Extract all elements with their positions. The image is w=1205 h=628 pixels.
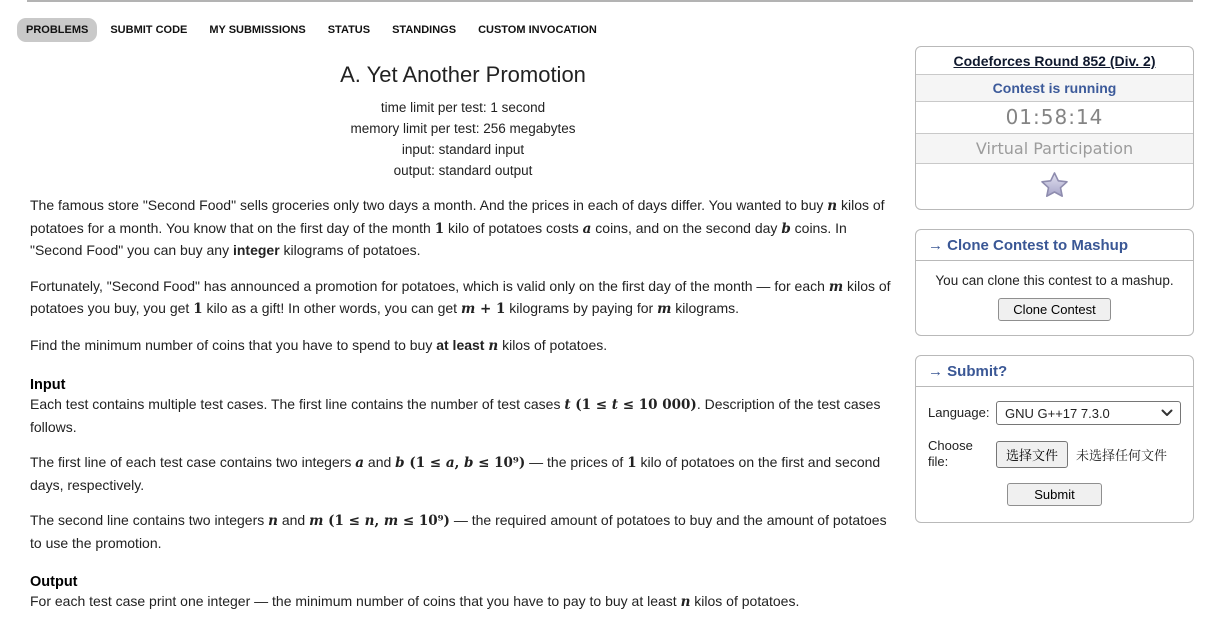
tab-custom-invocation[interactable]: CUSTOM INVOCATION xyxy=(478,24,597,36)
choose-file-label: Choose file: xyxy=(928,438,973,469)
file-status-text: 未选择任何文件 xyxy=(1076,447,1168,463)
language-selected-value: GNU G++17 7.3.0 xyxy=(1005,405,1110,421)
output-paragraph: For each test case print one integer — the minimum number of coins that you have to pay to buy at least n kilos of potatoes. xyxy=(30,593,800,610)
output-type: output: standard output xyxy=(393,163,533,178)
language-row xyxy=(928,401,1181,425)
submit-button[interactable]: Submit xyxy=(1007,483,1101,506)
clone-contest-hint: You can clone this contest to a mashup. xyxy=(935,273,1174,288)
problem-statement xyxy=(30,62,896,628)
top-divider xyxy=(27,0,1193,2)
output-section-title: Output xyxy=(30,574,78,590)
time-limit: time limit per test: 1 second xyxy=(380,100,546,115)
statement-paragraph: Fortunately, "Second Food" has announced a promotion for potatoes, which is valid only on the first day of the month — for each m kilos of potatoes you buy, you get 1 kilo as a gift! In other words, you can get m + 1 kilograms by paying for m kilograms. xyxy=(30,277,891,317)
input-section-title: Input xyxy=(30,377,66,393)
virtual-participation-label: Virtual Participation xyxy=(916,133,1193,163)
language-label: Language: xyxy=(928,405,990,420)
statement-paragraph: The famous store "Second Food" sells groceries only two days a month. And the prices in each of days differ. You wanted to buy n kilos of potatoes for a month. You know that on the first day of the month 1 kilo of potatoes costs a coins, and on the second day b coins. In "Second Food" you can buy any integer kilograms of potatoes. xyxy=(30,197,885,258)
choose-file-row xyxy=(928,438,1181,470)
submit-header: → Submit? xyxy=(916,356,1193,387)
statement-paragraph: Find the minimum number of coins that you have to spend to buy at least n kilos of potatoes. xyxy=(30,336,608,354)
contest-name-row xyxy=(916,47,1193,74)
problem-title: A. Yet Another Promotion xyxy=(340,62,586,87)
input-paragraph: The first line of each test case contains two integers a and b (1 ≤ a, b ≤ 10⁹) — the prices of 1 kilo of potatoes on the first and second days, respectively. xyxy=(30,454,881,493)
input-paragraph: The second line contains two integers n and m (1 ≤ n, m ≤ 10⁹) — the required amount of potatoes to buy and the amount of potatoes to use the promotion. xyxy=(30,512,887,551)
chevron-down-icon xyxy=(1161,409,1173,417)
contest-tabs xyxy=(26,24,597,36)
contest-name-link[interactable]: Codeforces Round 852 (Div. 2) xyxy=(953,53,1156,69)
star-icon xyxy=(1040,171,1069,198)
language-select[interactable] xyxy=(996,401,1181,425)
input-type: input: standard input xyxy=(401,142,525,157)
submit-row xyxy=(928,483,1181,506)
sidebar xyxy=(915,46,1194,523)
clone-contest-box xyxy=(915,229,1194,336)
memory-limit: memory limit per test: 256 megabytes xyxy=(350,121,576,136)
star-row xyxy=(916,163,1193,209)
clone-contest-button[interactable]: Clone Contest xyxy=(998,298,1110,321)
tab-my-submissions[interactable]: MY SUBMISSIONS xyxy=(209,24,306,36)
contest-info-box xyxy=(915,46,1194,210)
contest-countdown: 01:58:14 xyxy=(916,101,1193,133)
submit-box xyxy=(915,355,1194,523)
tab-standings[interactable]: STANDINGS xyxy=(392,24,457,36)
contest-status: Contest is running xyxy=(916,74,1193,101)
problem-meta xyxy=(30,97,896,181)
input-paragraph: Each test contains multiple test cases. The first line contains the number of test cases t (1 ≤ t ≤ 10 000). Description of the test cases follows. xyxy=(30,396,881,435)
clone-contest-header: → Clone Contest to Mashup xyxy=(916,230,1193,261)
tab-status[interactable]: STATUS xyxy=(327,24,371,36)
tab-submit-code[interactable]: SUBMIT CODE xyxy=(110,24,188,36)
tab-problems[interactable]: PROBLEMS xyxy=(26,24,89,36)
choose-file-button[interactable]: 选择文件 xyxy=(996,441,1068,468)
